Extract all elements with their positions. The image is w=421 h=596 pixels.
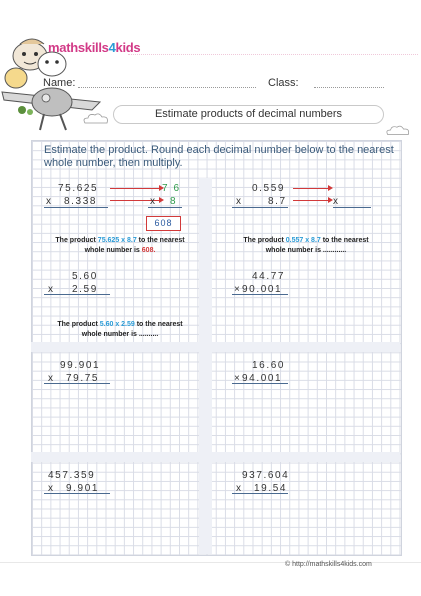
times-sign: x (333, 196, 340, 207)
problem-7-rule (44, 493, 110, 494)
arrow-icon (293, 200, 329, 201)
problem-8-bottom: 19.54 (254, 483, 288, 494)
logo-text-mathskills: mathskills (48, 40, 109, 55)
problem-1-rounded-rule (148, 207, 182, 208)
logo-text-kids: kids (115, 40, 141, 55)
class-label: Class: (268, 77, 299, 89)
instructions: Estimate the product. Round each decimal number below to the nearest whole number, then multiply. (44, 144, 394, 169)
logo-dotted-rule (128, 54, 418, 55)
problem-4-bottom: 90.001 (242, 284, 283, 295)
site-logo[interactable] (48, 40, 140, 55)
problem-3-note: The product 5.60 x 2.59 to the nearest whole number is .......... (57, 321, 183, 338)
class-field[interactable] (314, 87, 384, 88)
problem-3-rule (44, 294, 110, 295)
problem-2-top: 0.559 (252, 183, 286, 194)
problem-5-top: 99.901 (60, 360, 101, 371)
cloud-icon (385, 124, 411, 136)
problem-1-bottom: 8.338 (64, 196, 98, 207)
problem-8-top: 937.604 (242, 470, 290, 481)
row-divider (31, 452, 400, 462)
worksheet-title: Estimate products of decimal numbers (113, 105, 384, 124)
problem-2-bottom: 8.7 (268, 196, 287, 207)
problem-1-top: 75.625 (58, 183, 99, 194)
problem-7-top: 457.359 (48, 470, 96, 481)
row-divider (31, 342, 400, 352)
times-sign: x (48, 483, 55, 494)
problem-6-rule (232, 383, 288, 384)
logo-text-4: 4 (108, 40, 116, 55)
worksheet-header (0, 0, 421, 140)
name-field[interactable] (78, 87, 256, 88)
times-sign: x (236, 196, 243, 207)
cloud-icon (82, 112, 110, 124)
problem-1-note: The product 75.625 x 8.7 to the nearest whole number is 608. (55, 237, 185, 254)
problem-2-note: The product 0.557 x 8.7 to the nearest whole number is ............ (243, 237, 369, 254)
problem-4-rule (232, 294, 288, 295)
times-sign: x (48, 373, 55, 384)
times-sign: x (46, 196, 53, 207)
times-sign: x (236, 483, 243, 494)
problem-4-top: 44.77 (252, 271, 286, 282)
problem-3-top: 5.60 (72, 271, 98, 282)
problem-3-bottom: 2.59 (72, 284, 98, 295)
arrow-icon (110, 188, 160, 189)
problem-1-answer-box: 608 (146, 216, 181, 231)
times-sign: x (150, 196, 157, 207)
problem-1-rounded-bottom: 8 (170, 196, 178, 207)
problem-6-bottom: 94.001 (242, 373, 283, 384)
footer-url[interactable]: © http://mathskills4kids.com (285, 561, 372, 568)
times-sign: x (48, 284, 55, 295)
problem-2-answer-line[interactable] (333, 207, 371, 208)
problem-6-top: 16.60 (252, 360, 286, 371)
name-label: Name: (43, 77, 76, 89)
column-divider (199, 178, 212, 554)
times-sign: × (234, 284, 242, 295)
arrow-icon (293, 188, 329, 189)
problem-1-rule (44, 207, 108, 208)
problem-8-rule (232, 493, 288, 494)
problem-5-rule (44, 383, 110, 384)
problem-1-rounded-top: 7 6 (162, 183, 181, 194)
times-sign: × (234, 373, 242, 384)
problem-7-bottom: 9.901 (66, 483, 100, 494)
problem-5-bottom: 79.75 (66, 373, 100, 384)
problem-2-rule (232, 207, 288, 208)
